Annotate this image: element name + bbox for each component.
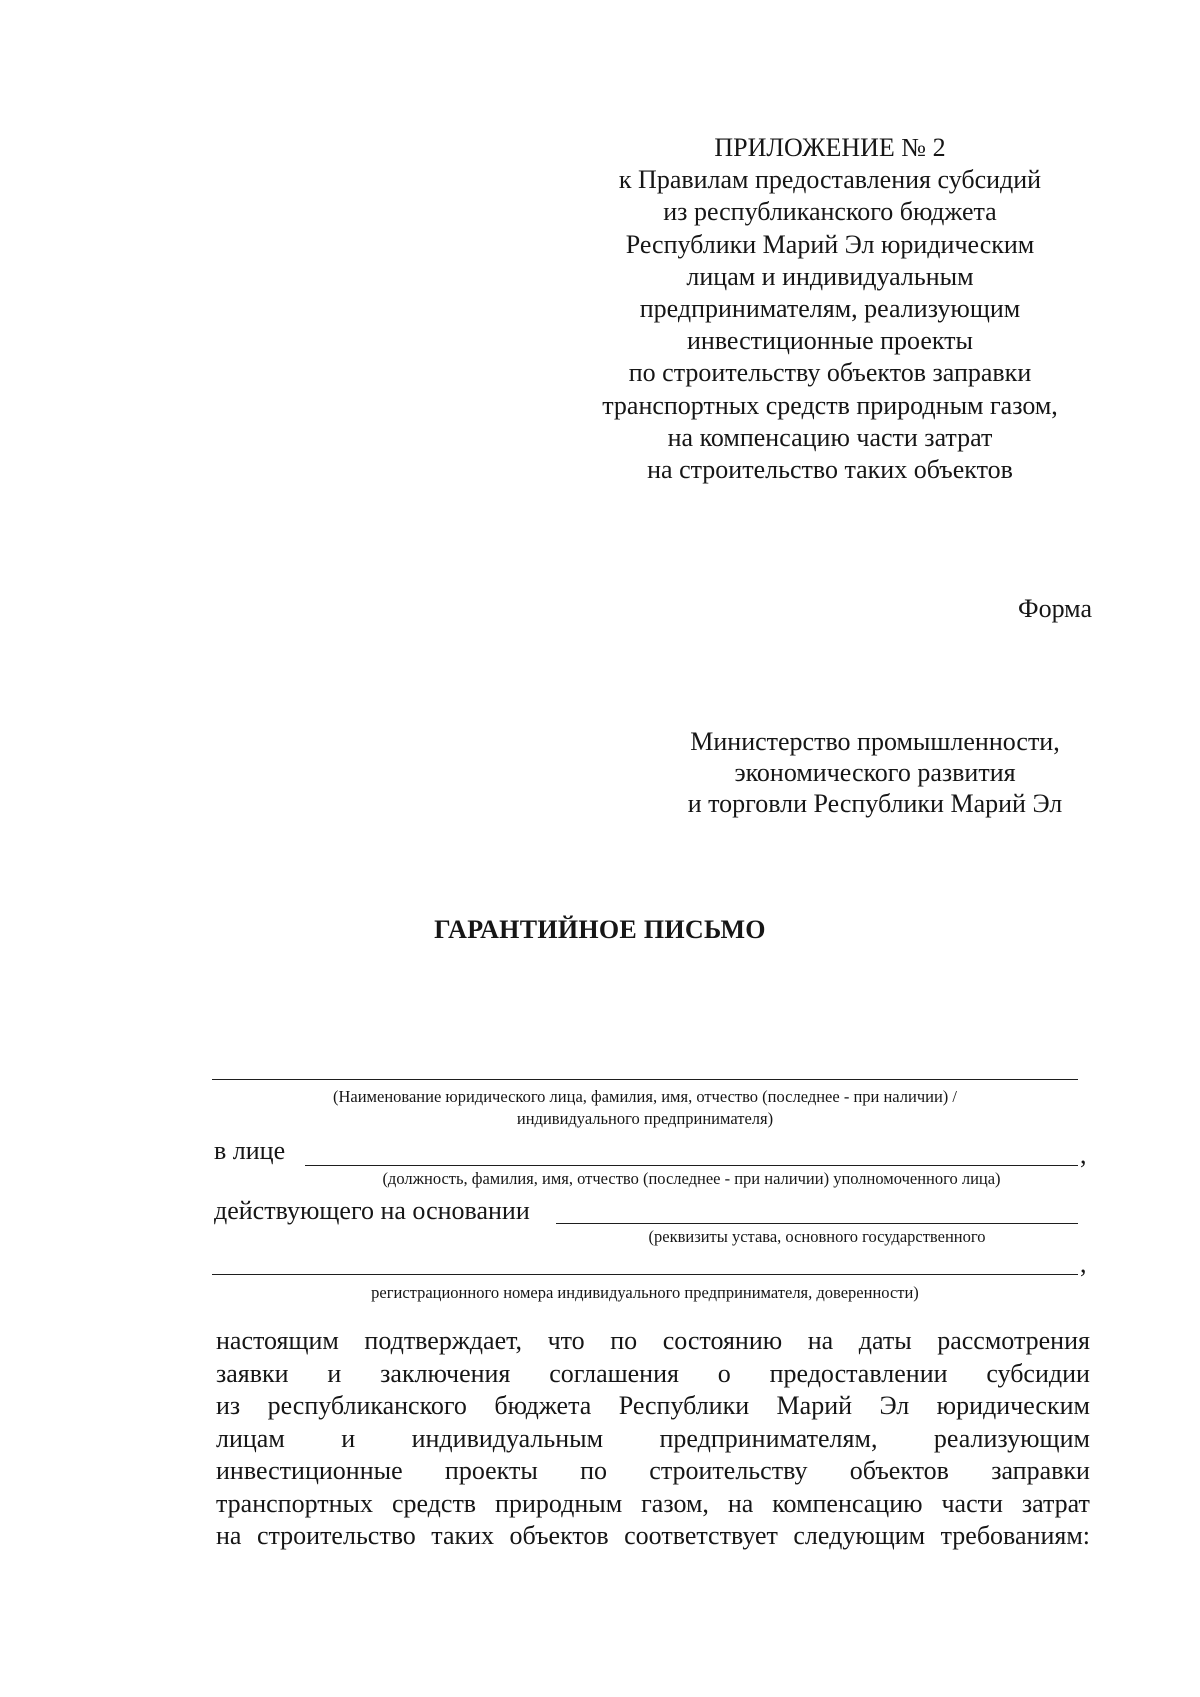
acting-basis-label: действующего на основании <box>214 1196 530 1225</box>
appendix-line: инвестиционные проекты <box>686 326 973 356</box>
appendix-line: Республики Марий Эл юридическим <box>625 229 1035 259</box>
body-word: реализующим <box>933 1423 1090 1453</box>
represented-by-caption: (должность, фамилия, имя, отчество (последнее - при наличии) уполномоченного лица) <box>382 1169 1001 1188</box>
body-word: заявки <box>216 1358 289 1388</box>
body-word: строительству <box>649 1456 808 1485</box>
body-word: проекты <box>444 1456 538 1485</box>
body-word: предпринимателям, <box>659 1423 878 1453</box>
body-word: на <box>727 1488 754 1518</box>
body-line <box>216 1423 1090 1456</box>
appendix-line: транспортных средств природным газом, <box>602 390 1058 420</box>
body-word: Эл <box>879 1391 910 1420</box>
comma: , <box>1080 1140 1087 1169</box>
body-word: что <box>547 1326 585 1355</box>
represented-by-line[interactable] <box>305 1165 1078 1166</box>
body-word: заключения <box>380 1358 511 1388</box>
body-word: даты <box>858 1326 912 1355</box>
body-line <box>216 1358 1090 1391</box>
acting-basis-line-2[interactable] <box>212 1274 1078 1275</box>
appendix-line: на компенсацию части затрат <box>667 422 993 452</box>
body-word: республиканского <box>267 1391 467 1420</box>
body-word: подтверждает, <box>364 1326 523 1355</box>
body-line <box>216 1488 1090 1521</box>
body-word: индивидуальным <box>411 1423 604 1453</box>
acting-basis-caption: регистрационного номера индивидуального предпринимателя, доверенности) <box>371 1283 919 1302</box>
appendix-line: предпринимателям, реализующим <box>639 294 1021 324</box>
recipient-line: и торговли Республики Марий Эл <box>687 789 1063 818</box>
applicant-caption: (Наименование юридического лица, фамилия, имя, отчество (последнее - при наличии) / <box>332 1087 958 1106</box>
body-line <box>216 1390 1090 1423</box>
comma: , <box>1080 1249 1087 1278</box>
appendix-line: лицам и индивидуальным <box>686 261 974 291</box>
body-word: строительство <box>256 1521 416 1550</box>
body-word: и <box>341 1423 356 1453</box>
appendix-line: на строительство таких объектов <box>647 455 1013 485</box>
body-word: о <box>717 1358 731 1388</box>
body-word: соответствует <box>624 1521 778 1550</box>
body-word: компенсацию <box>772 1488 923 1518</box>
recipient-block <box>660 726 1090 819</box>
body-word: из <box>216 1391 241 1420</box>
body-word: на <box>807 1326 834 1355</box>
body-word: бюджета <box>494 1391 592 1420</box>
body-word: заправки <box>991 1456 1090 1485</box>
body-word: юридическим <box>936 1391 1090 1420</box>
appendix-header <box>570 132 1090 486</box>
body-line <box>216 1455 1090 1488</box>
body-word: объектов <box>849 1456 949 1485</box>
body-line <box>216 1325 1090 1358</box>
body-word: по <box>610 1326 638 1355</box>
appendix-line: к Правилам предоставления субсидий <box>618 165 1042 195</box>
body-line <box>216 1520 1090 1553</box>
body-paragraph <box>216 1325 1090 1553</box>
body-word: природным <box>495 1488 623 1518</box>
body-word: части <box>941 1488 1003 1518</box>
body-word: инвестиционные <box>216 1456 403 1485</box>
body-word: транспортных <box>216 1488 373 1518</box>
appendix-line: по строительству объектов заправки <box>628 358 1032 388</box>
body-word: следующим <box>793 1521 926 1550</box>
body-word: по <box>580 1456 608 1485</box>
applicant-name-line[interactable] <box>212 1079 1078 1080</box>
body-word: газом, <box>641 1488 709 1518</box>
body-word: соглашения <box>549 1358 679 1388</box>
appendix-line: из республиканского бюджета <box>663 197 997 227</box>
body-word: предоставлении <box>769 1358 948 1388</box>
body-word: объектов <box>509 1521 609 1550</box>
body-word: субсидии <box>986 1358 1090 1388</box>
body-word: таких <box>431 1521 495 1550</box>
body-word: и <box>327 1358 342 1388</box>
applicant-caption: индивидуального предпринимателя) <box>516 1109 774 1128</box>
body-word: Марий <box>776 1391 853 1420</box>
appendix-number: ПРИЛОЖЕНИЕ № 2 <box>714 133 946 162</box>
form-label: Форма <box>1018 594 1092 623</box>
represented-by-label: в лице <box>214 1136 286 1165</box>
body-word: состоянию <box>662 1326 783 1355</box>
body-word: требованиям: <box>940 1521 1090 1550</box>
body-word: настоящим <box>216 1326 339 1355</box>
document-title: ГАРАНТИЙНОЕ ПИСЬМО <box>434 915 766 944</box>
body-word: на <box>216 1521 242 1550</box>
recipient-line: Министерство промышленности, <box>690 727 1060 756</box>
acting-basis-line[interactable] <box>556 1223 1078 1224</box>
recipient-line: экономического развития <box>734 758 1016 787</box>
body-word: затрат <box>1021 1488 1090 1518</box>
body-word: лицам <box>216 1423 285 1453</box>
body-word: Республики <box>618 1391 750 1420</box>
body-word: средств <box>391 1488 477 1518</box>
body-word: рассмотрения <box>937 1326 1090 1355</box>
acting-basis-caption: (реквизиты устава, основного государственного <box>648 1227 986 1246</box>
